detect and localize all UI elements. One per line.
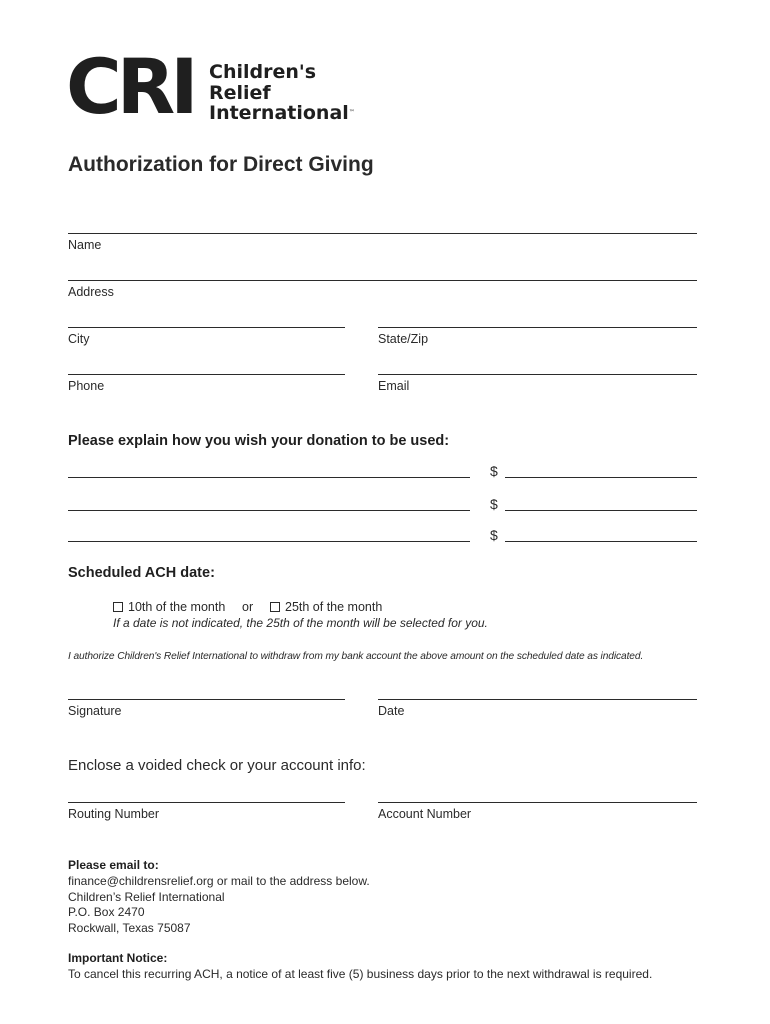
donation-amount-line-1[interactable] xyxy=(505,477,697,478)
donation-purpose-line-1[interactable] xyxy=(68,477,470,478)
donation-amount-line-2[interactable] xyxy=(505,510,697,511)
dollar-sign-3: $ xyxy=(490,527,498,543)
routing-number-label: Routing Number xyxy=(68,807,160,821)
or-label: or xyxy=(242,600,254,614)
signature-field-line[interactable] xyxy=(68,699,345,700)
ach-default-note: If a date is not indicated, the 25th of the month will be selected for you. xyxy=(113,616,488,630)
logo-wordmark xyxy=(209,62,355,124)
logo-line-3 xyxy=(209,103,355,124)
date-field-line[interactable] xyxy=(378,699,697,700)
ach-heading: Scheduled ACH date: xyxy=(68,565,215,581)
donation-purpose-line-2[interactable] xyxy=(68,510,470,511)
option-10th-label: 10th of the month xyxy=(128,600,226,614)
checkbox-25th[interactable] xyxy=(270,602,280,612)
trademark-symbol: ™ xyxy=(348,109,355,116)
donation-purpose-line-3[interactable] xyxy=(68,541,470,542)
address-field-line[interactable] xyxy=(68,280,697,281)
notice-text: To cancel this recurring ACH, a notice of at least five (5) business days prior to the next withdrawal is required. xyxy=(68,967,653,981)
account-heading: Enclose a voided check or your account info: xyxy=(68,757,366,774)
donation-heading: Please explain how you wish your donation to be used: xyxy=(68,433,450,449)
address-label: Address xyxy=(68,285,114,299)
logo-mark: CRI xyxy=(66,42,194,131)
option-25th-label: 25th of the month xyxy=(285,600,383,614)
contact-line-city: Rockwall, Texas 75087 xyxy=(68,920,191,935)
city-label: City xyxy=(68,332,90,346)
state-zip-label: State/Zip xyxy=(378,332,429,346)
phone-label: Phone xyxy=(68,379,105,393)
name-field-line[interactable] xyxy=(68,233,697,234)
account-number-field-line[interactable] xyxy=(378,802,697,803)
page-title: Authorization for Direct Giving xyxy=(68,153,374,176)
date-label: Date xyxy=(378,704,405,718)
signature-label: Signature xyxy=(68,704,122,718)
phone-field-line[interactable] xyxy=(68,374,345,375)
dollar-sign-1: $ xyxy=(490,463,498,479)
checkbox-10th[interactable] xyxy=(113,602,123,612)
contact-line-pobox: P.O. Box 2470 xyxy=(68,905,145,919)
state-zip-field-line[interactable] xyxy=(378,327,697,328)
logo-line-1: Children's xyxy=(209,61,317,83)
contact-line-email: finance@childrensrelief.org or mail to the address below. xyxy=(68,874,370,888)
routing-number-field-line[interactable] xyxy=(68,802,345,803)
notice-heading: Important Notice: xyxy=(68,951,168,965)
name-label: Name xyxy=(68,238,102,252)
account-number-label: Account Number xyxy=(378,807,472,821)
dollar-sign-2: $ xyxy=(490,496,498,512)
donation-amount-line-3[interactable] xyxy=(505,541,697,542)
authorization-statement: I authorize Children's Relief International to withdraw from my bank account the above amount on the scheduled date as indicated. xyxy=(68,651,644,662)
email-heading: Please email to: xyxy=(68,858,159,872)
contact-block xyxy=(68,874,370,936)
logo-line-2: Relief xyxy=(209,81,271,104)
city-field-line[interactable] xyxy=(68,327,345,328)
logo-line-3-text: International xyxy=(209,102,349,124)
contact-line-org: Children’s Relief International xyxy=(68,889,225,904)
email-field-line[interactable] xyxy=(378,374,697,375)
email-label: Email xyxy=(378,379,410,393)
